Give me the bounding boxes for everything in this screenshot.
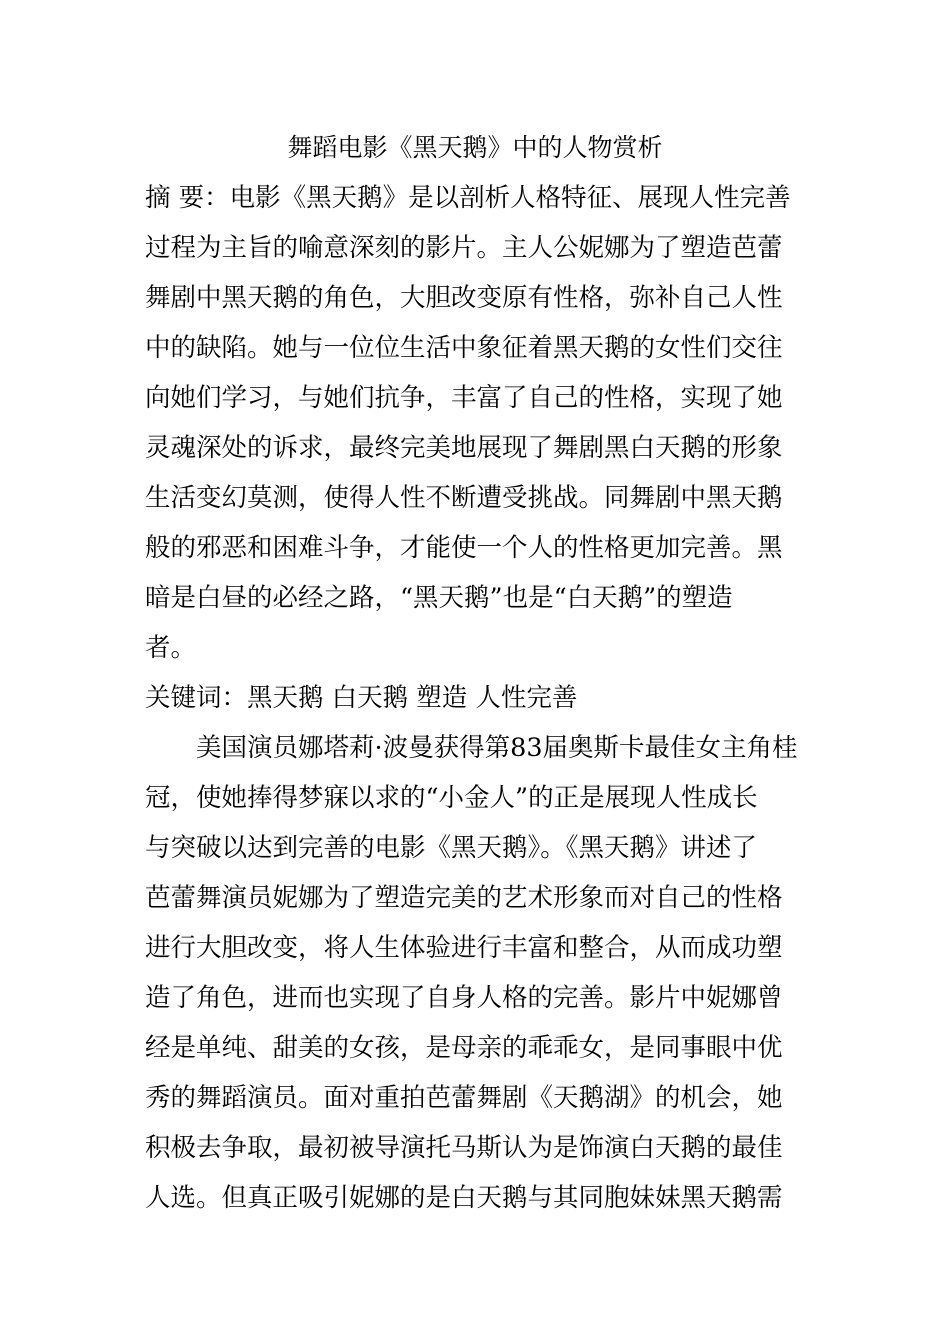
- body-line: 人选。但真正吸引妮娜的是白天鹅与其同胞妹妹黑天鹅需: [145, 1183, 783, 1213]
- body-line: 冠，使她捧得梦寐以求的“小金人”的正是展现人性成长: [145, 783, 758, 813]
- body-line: 进行大胆改变，将人生体验进行丰富和整合，从而成功塑: [145, 933, 783, 963]
- body-line: 造了角色，进而也实现了自身人格的完善。影片中妮娜曾: [145, 983, 783, 1013]
- abstract-line: 般的邪恶和困难斗争，才能使一个人的性格更加完善。黑: [145, 533, 783, 563]
- abstract-line: 向她们学习，与她们抗争，丰富了自己的性格，实现了她: [145, 383, 783, 413]
- body-line: 积极去争取，最初被导演托马斯认为是饰演白天鹅的最佳: [145, 1133, 783, 1163]
- abstract-line: 过程为主旨的喻意深刻的影片。主人公妮娜为了塑造芭蕾: [145, 233, 783, 263]
- body-line: 美国演员娜塔莉·波曼获得第83届奥斯卡最佳女主角桂: [196, 733, 798, 763]
- body-line: 经是单纯、甜美的女孩，是母亲的乖乖女，是同事眼中优: [145, 1033, 783, 1063]
- abstract-line: 暗是白昼的必经之路，“黑天鹅”也是“白天鹅”的塑造: [145, 583, 733, 613]
- abstract-line: 中的缺陷。她与一位位生活中象征着黑天鹅的女性们交往: [145, 333, 783, 363]
- document-title: 舞蹈电影《黑天鹅》中的人物赏析: [287, 133, 663, 162]
- body-line: 芭蕾舞演员妮娜为了塑造完美的艺术形象而对自己的性格: [145, 883, 783, 913]
- abstract-line: 灵魂深处的诉求，最终完美地展现了舞剧黑白天鹅的形象: [145, 433, 783, 463]
- abstract-line: 舞剧中黑天鹅的角色，大胆改变原有性格，弥补自己人性: [145, 283, 783, 313]
- body-line: 秀的舞蹈演员。面对重拍芭蕾舞剧《天鹅湖》的机会，她: [145, 1083, 783, 1113]
- body-line: 与突破以达到完善的电影《黑天鹅》。《黑天鹅》讲述了: [145, 833, 758, 863]
- abstract-line: 者。: [145, 633, 197, 663]
- abstract-line: 摘 要：电影《黑天鹅》是以剖析人格特征、展现人性完善: [145, 183, 791, 213]
- abstract-line: 生活变幻莫测，使得人性不断遭受挑战。同舞剧中黑天鹅: [145, 483, 783, 513]
- keywords-line: 关键词：黑天鹅 白天鹅 塑造 人性完善: [145, 683, 578, 713]
